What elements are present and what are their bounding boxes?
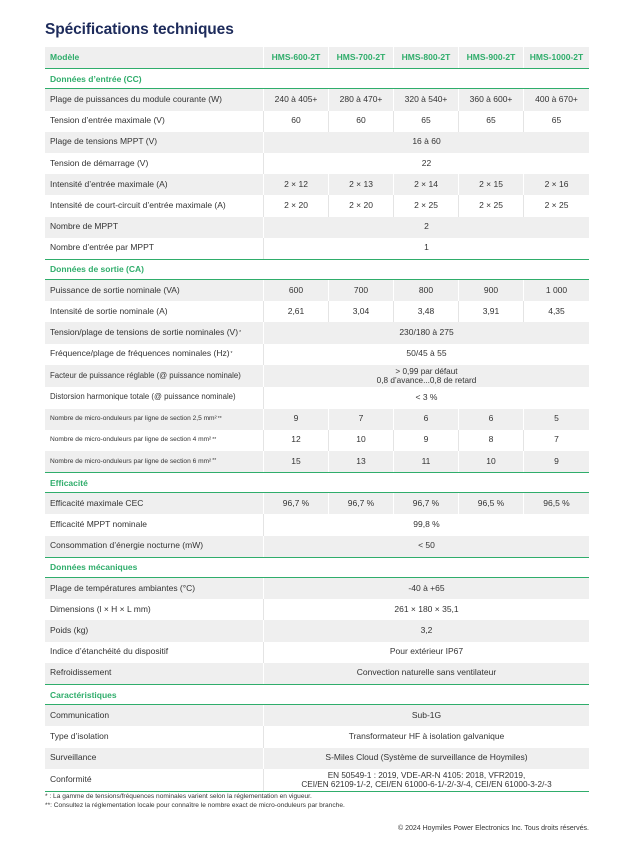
page-title: Spécifications techniques (45, 21, 234, 38)
spec-label: Tension de démarrage (V) (50, 157, 149, 168)
spec-row (45, 451, 589, 472)
spec-value: 6 (394, 409, 459, 430)
spec-value: 1 000 (545, 284, 568, 295)
spec-label: Indice d’étanchéité du dispositif (50, 646, 169, 657)
spec-row (45, 365, 589, 388)
header-model-name: HMS-1000-2T (529, 51, 584, 62)
spec-value: 2 × 15 (459, 174, 524, 195)
spec-label-cell: Fréquence/plage de fréquences nominales (Hz) * (45, 344, 264, 365)
spec-value: 9 (394, 430, 459, 451)
spec-label-cell: Tension/plage de tensions de sortie nominales (V) * (45, 322, 264, 343)
footnote: * : La gamme de tensions/fréquences nominales varient selon la réglementation en vigueur. (45, 793, 312, 800)
spec-label: Efficacité MPPT nominale (50, 519, 148, 530)
spec-body (45, 68, 589, 791)
section-title: Données mécaniques (50, 562, 138, 573)
header-model-name: HMS-800-2T (394, 47, 459, 68)
spec-value: 65 (394, 111, 459, 132)
footnote: **: Consultez la réglementation locale pour connaître le nombre exact de micro-onduleurs par branche. (45, 801, 345, 809)
spec-value: 12 (264, 430, 329, 451)
spec-value-shared: 261 × 180 × 35,1 (394, 603, 459, 614)
spec-label-cell (45, 536, 264, 557)
spec-label-cell (45, 238, 264, 259)
spec-row (45, 769, 589, 792)
spec-value: 2 × 20 (329, 195, 394, 216)
spec-value-shared: -40 à +65 (408, 582, 445, 593)
spec-value: 65 (551, 115, 562, 126)
spec-value: 2 × 12 (264, 174, 329, 195)
spec-value: 700 (329, 280, 394, 301)
spec-label: Intensité de sortie nominale (A) (50, 305, 168, 316)
spec-label: Dimensions (l × H × L mm) (50, 603, 151, 614)
spec-label-cell (45, 365, 264, 388)
spec-label-cell (45, 748, 264, 769)
spec-label: Nombre d’entrée par MPPT (50, 242, 154, 253)
spec-label-cell (45, 174, 264, 195)
spec-label-cell (45, 387, 264, 408)
spec-value: 9 (264, 409, 329, 430)
spec-label-cell: Nombre de micro-onduleurs par ligne de section 4 mm² ** (45, 430, 264, 451)
spec-value: 240 à 405+ (264, 89, 329, 110)
spec-row (45, 344, 589, 365)
spec-label: Distorsion harmonique totale (@ puissance nominale) (50, 392, 236, 402)
spec-row (45, 132, 589, 153)
spec-value: 2 × 25 (459, 195, 524, 216)
section-title: Efficacité (50, 477, 88, 488)
spec-row (45, 301, 589, 322)
spec-value: 4,35 (548, 305, 565, 316)
spec-label-cell (45, 642, 264, 663)
spec-value: 3,91 (459, 301, 524, 322)
spec-row (45, 663, 589, 684)
spec-row (45, 642, 589, 663)
spec-row (45, 409, 589, 430)
spec-label-cell (45, 769, 264, 792)
section-header (45, 68, 589, 89)
spec-value-shared: 16 à 60 (412, 136, 441, 147)
spec-value: 96,7 % (329, 493, 394, 514)
spec-label-cell (45, 111, 264, 132)
spec-value-shared: Sub-1G (411, 709, 442, 720)
spec-label-cell (45, 599, 264, 620)
spec-row (45, 748, 589, 769)
spec-label: Consommation d’énergie nocturne (mW) (50, 540, 204, 551)
spec-table (45, 47, 589, 792)
spec-value: 900 (459, 280, 524, 301)
spec-row (45, 387, 589, 408)
spec-value: 10 (329, 430, 394, 451)
spec-label-cell (45, 280, 264, 301)
spec-label: Intensité de court-circuit d’entrée maximale (A) (50, 200, 226, 211)
spec-label: Type d’isolation (50, 731, 109, 742)
spec-row (45, 322, 589, 343)
section-title: Caractéristiques (50, 689, 117, 700)
spec-value: 13 (329, 451, 394, 472)
spec-label: Nombre de MPPT (50, 221, 119, 232)
spec-label-cell (45, 620, 264, 641)
spec-row (45, 578, 589, 599)
spec-label-cell (45, 493, 264, 514)
spec-label-cell: Nombre de micro-onduleurs par ligne de section 2,5 mm² ** (45, 409, 264, 430)
spec-value-shared: < 50 (418, 540, 435, 551)
spec-label: Communication (50, 709, 110, 720)
spec-value: 60 (264, 111, 329, 132)
spec-value-shared: Pour extérieur IP67 (389, 646, 464, 657)
spec-value-shared: 99,8 % (413, 519, 440, 530)
spec-label: Conformité (50, 774, 92, 785)
spec-value: 15 (264, 451, 329, 472)
spec-value: 7 (329, 409, 394, 430)
spec-label: Efficacité maximale CEC (50, 497, 144, 508)
spec-value: 3,04 (329, 301, 394, 322)
spec-value: 2 × 25 (394, 195, 459, 216)
spec-value: 96,5 % (543, 497, 570, 508)
spec-value: 60 (329, 111, 394, 132)
spec-value: 2,61 (264, 301, 329, 322)
spec-value-shared: 2 (424, 221, 429, 232)
spec-label-cell (45, 89, 264, 110)
spec-value: 800 (394, 280, 459, 301)
spec-value-shared: S-Miles Cloud (Système de surveillance de Hoymiles) (325, 752, 528, 763)
spec-label-cell (45, 663, 264, 684)
spec-row (45, 238, 589, 259)
spec-value: 96,5 % (459, 493, 524, 514)
spec-label: Plage de tensions MPPT (V) (50, 136, 158, 147)
header-model-label: Modèle (45, 47, 264, 68)
spec-row (45, 493, 589, 514)
spec-row (45, 536, 589, 557)
spec-label: Nombre de micro-onduleurs par ligne de section 2,5 mm² (50, 415, 217, 423)
header-model-name: HMS-900-2T (459, 47, 524, 68)
spec-label-cell (45, 153, 264, 174)
spec-value: 2 × 14 (394, 174, 459, 195)
spec-value: 280 à 470+ (329, 89, 394, 110)
footnotes (45, 793, 345, 810)
spec-row (45, 514, 589, 535)
spec-value: 8 (459, 430, 524, 451)
spec-value-shared: EN 50549-1 : 2019, VDE-AR-N 4105: 2018, VFR2019, CEI/EN 62109-1/-2, CEI/EN 61000-6-1/-2/-3/-4, CEI/EN 61000-3-2/-3 (301, 770, 552, 789)
spec-label: Tension/plage de tensions de sortie nominales (V) (50, 327, 239, 338)
spec-label: Plage de températures ambiantes (°C) (50, 582, 196, 593)
spec-value: 3,48 (394, 301, 459, 322)
header-model-name: HMS-600-2T (264, 47, 329, 68)
spec-value: 360 à 600+ (459, 89, 524, 110)
spec-label-cell: Nombre de micro-onduleurs par ligne de section 6 mm² ** (45, 451, 264, 472)
spec-value: 5 (554, 413, 559, 424)
spec-label: Tension d’entrée maximale (V) (50, 115, 165, 126)
spec-value-shared: > 0,99 par défaut 0,8 d’avance...0,8 de retard (376, 367, 477, 386)
section-title: Données d’entrée (CC) (50, 73, 142, 84)
spec-value-shared: 22 (421, 157, 432, 168)
spec-label-cell (45, 578, 264, 599)
spec-value-shared: Transformateur HF à isolation galvanique (348, 731, 505, 742)
spec-row (45, 195, 589, 216)
spec-row (45, 174, 589, 195)
table-header-row (45, 47, 589, 68)
copyright-notice: © 2024 Hoymiles Power Electronics Inc. Tous droits réservés. (398, 825, 589, 832)
spec-value: 6 (459, 409, 524, 430)
spec-row (45, 89, 589, 110)
spec-value: 2 × 20 (264, 195, 329, 216)
spec-label: Surveillance (50, 752, 97, 763)
spec-value: 96,7 % (394, 493, 459, 514)
spec-label-cell (45, 514, 264, 535)
spec-value-shared: 3,2 (420, 625, 433, 636)
spec-value: 2 × 25 (544, 200, 569, 211)
spec-row (45, 217, 589, 238)
spec-value-shared: 1 (424, 242, 429, 253)
spec-label: Plage de puissances du module courante (W) (50, 94, 222, 105)
spec-label: Puissance de sortie nominale (VA) (50, 284, 180, 295)
spec-value-shared: Convection naturelle sans ventilateur (356, 667, 497, 678)
spec-value-shared: 50/45 à 55 (406, 348, 447, 359)
spec-value: 400 à 670+ (535, 94, 578, 105)
spec-row (45, 705, 589, 726)
spec-row (45, 111, 589, 132)
spec-label: Intensité d’entrée maximale (A) (50, 178, 168, 189)
spec-value: 10 (459, 451, 524, 472)
spec-value-shared: 230/180 à 275 (399, 327, 454, 338)
section-title: Données de sortie (CA) (50, 264, 144, 275)
header-model-name: HMS-700-2T (329, 47, 394, 68)
spec-value: 11 (394, 451, 459, 472)
spec-value: 320 à 540+ (394, 89, 459, 110)
spec-row (45, 599, 589, 620)
spec-value: 2 × 16 (544, 178, 569, 189)
spec-row (45, 726, 589, 747)
spec-row (45, 620, 589, 641)
spec-label-cell (45, 705, 264, 726)
spec-label-cell (45, 195, 264, 216)
spec-label: Poids (kg) (50, 625, 89, 636)
spec-row (45, 430, 589, 451)
spec-label: Nombre de micro-onduleurs par ligne de section 6 mm² (50, 457, 212, 465)
spec-value: 96,7 % (264, 493, 329, 514)
spec-label: Fréquence/plage de fréquences nominales (Hz) (50, 348, 230, 359)
spec-value-shared: < 3 % (415, 392, 438, 403)
spec-value: 7 (554, 434, 559, 445)
spec-label-cell (45, 217, 264, 238)
spec-value: 9 (554, 455, 559, 466)
spec-value: 2 × 13 (329, 174, 394, 195)
spec-label-cell (45, 132, 264, 153)
spec-label: Facteur de puissance réglable (@ puissance nominale) (50, 370, 241, 380)
section-header (45, 684, 589, 705)
spec-value: 600 (264, 280, 329, 301)
spec-label-cell (45, 301, 264, 322)
spec-label: Nombre de micro-onduleurs par ligne de section 4 mm² (50, 436, 212, 444)
spec-label-cell (45, 726, 264, 747)
section-header (45, 557, 589, 578)
spec-row (45, 280, 589, 301)
spec-value: 65 (459, 111, 524, 132)
section-header (45, 259, 589, 280)
section-header (45, 472, 589, 493)
spec-row (45, 153, 589, 174)
spec-label: Refroidissement (50, 667, 112, 678)
